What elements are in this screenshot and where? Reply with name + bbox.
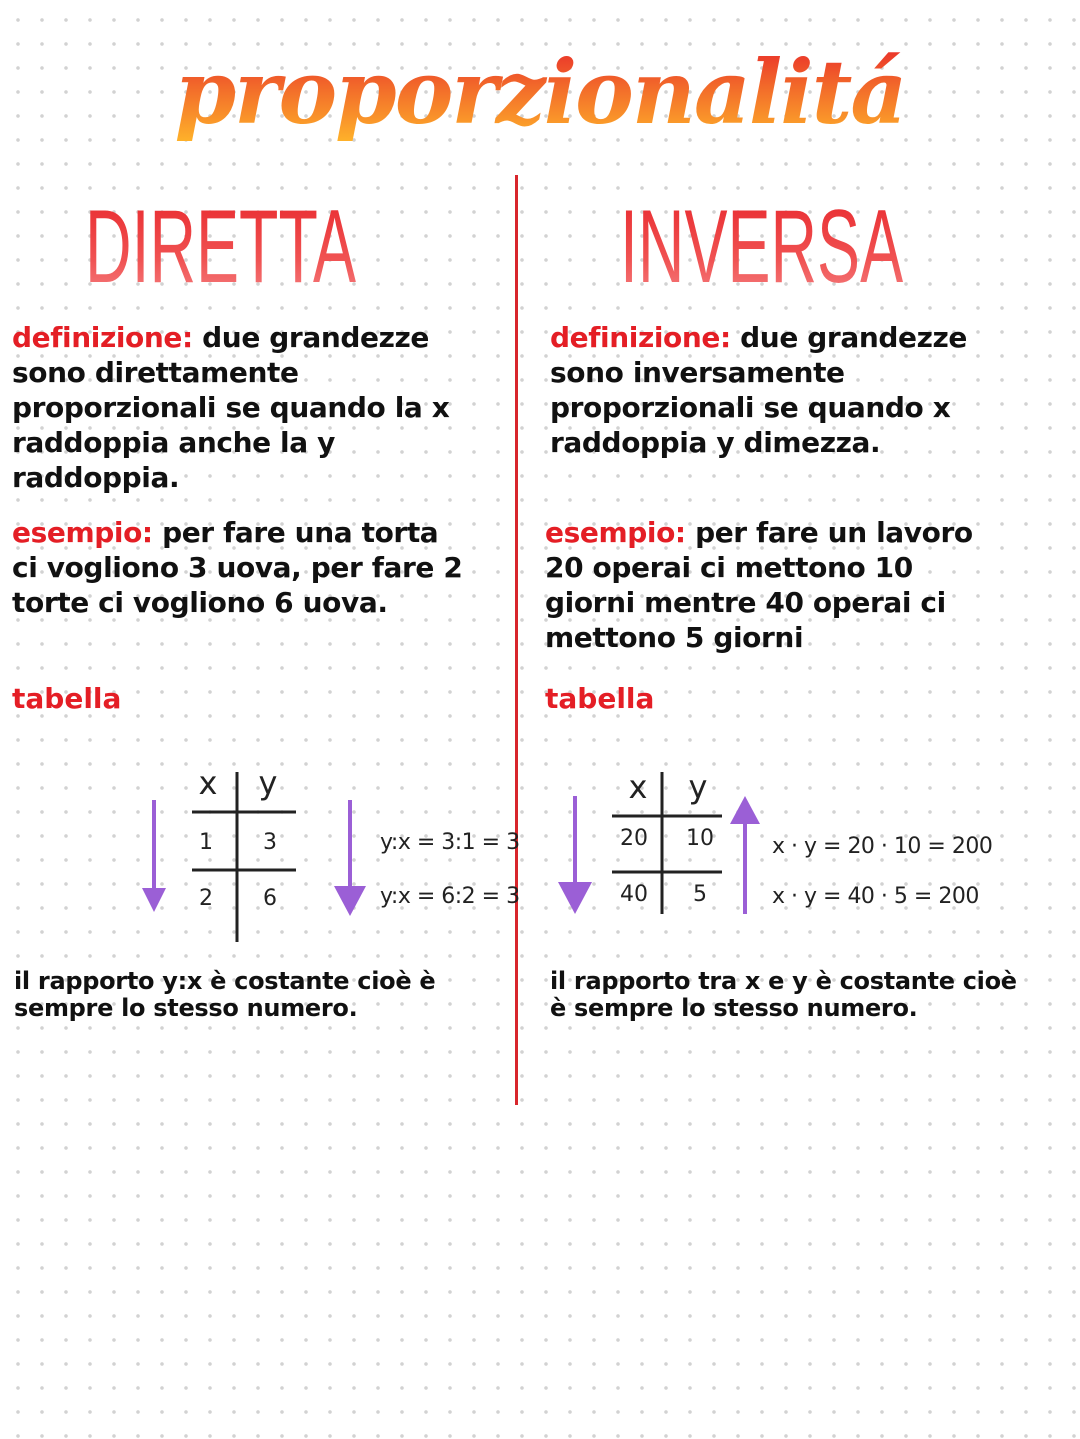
page-title: proporzionalitá (0, 40, 1080, 144)
direct-example-text: per fare una torta ci vogliono 3 uova, per fare 2 torte ci vogliono 6 uova. (12, 516, 463, 619)
table-cell: 40 (620, 882, 648, 907)
direct-definition-label: definizione: (12, 321, 193, 354)
table-cell: 10 (686, 826, 714, 851)
inverse-equation: x · y = 40 · 5 = 200 (772, 884, 979, 909)
inverse-definition-label: definizione: (550, 321, 731, 354)
inverse-heading: INVERSA (620, 189, 904, 305)
inverse-table-label: tabella (545, 682, 655, 715)
inverse-equation: x · y = 20 · 10 = 200 (772, 834, 993, 859)
table-header-y: y (258, 764, 278, 802)
table-cell: 1 (199, 830, 213, 855)
table-cell: 6 (263, 886, 277, 911)
direct-footer: il rapporto y:x è costante cioè è sempre lo stesso numero. (14, 967, 436, 1022)
table-cell: 2 (199, 886, 213, 911)
inverse-column (520, 0, 1020, 1439)
direct-column (0, 0, 520, 1439)
table-header-x: x (198, 764, 218, 802)
down-arrow-icon (334, 800, 366, 916)
table-header-y: y (688, 768, 708, 806)
inverse-footer: il rapporto tra x e y è costante cioè è sempre lo stesso numero. (550, 967, 1017, 1022)
down-arrow-icon (558, 796, 592, 914)
table-cell: 20 (620, 826, 648, 851)
direct-table-label: tabella (12, 682, 122, 715)
inverse-definition-text: due grandezze sono inversamente proporzionali se quando x raddoppia y dimezza. (550, 321, 967, 459)
direct-example-label: esempio: (12, 516, 153, 549)
up-arrow-icon (730, 796, 760, 914)
inverse-definition (550, 320, 1005, 460)
direct-definition-text: due grandezze sono direttamente proporzionali se quando la x raddoppia anche la y raddoppia. (12, 321, 450, 494)
table-cell: 5 (693, 882, 707, 907)
direct-equation: y:x = 3:1 = 3 (380, 830, 520, 855)
direct-equation: y:x = 6:2 = 3 (380, 884, 520, 909)
direct-definition (12, 320, 467, 495)
direct-table-diagram (0, 760, 520, 960)
table-header-x: x (628, 768, 648, 806)
direct-example (12, 515, 467, 620)
inverse-example-label: esempio: (545, 516, 686, 549)
inverse-example (545, 515, 1000, 655)
direct-heading: DIRETTA (85, 189, 357, 305)
inverse-example-text: per fare un lavoro 20 operai ci mettono 10 giorni mentre 40 operai ci mettono 5 giorni (545, 516, 973, 654)
inverse-table-diagram (520, 760, 1020, 960)
down-arrow-icon (142, 800, 166, 912)
table-cell: 3 (263, 830, 277, 855)
column-divider (515, 175, 518, 1105)
inverse-table-lines (520, 760, 1020, 960)
